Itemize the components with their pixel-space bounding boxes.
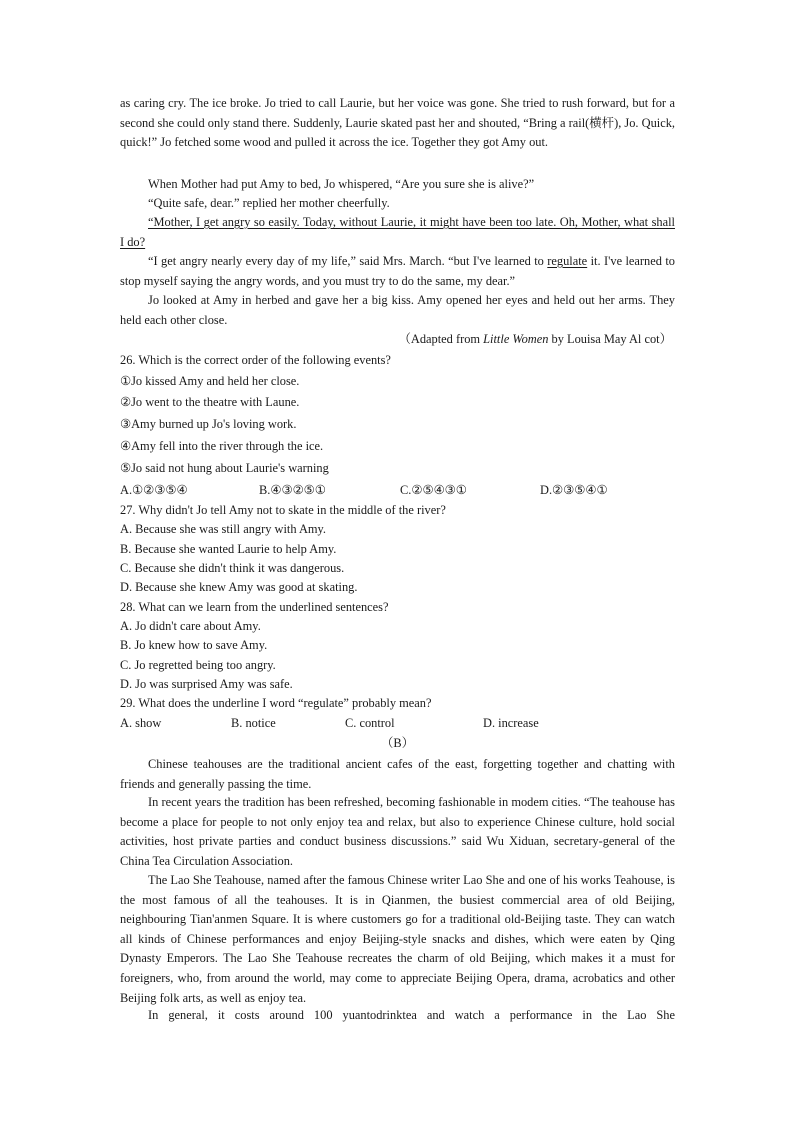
citation-prefix: （Adapted from	[398, 332, 484, 346]
citation-suffix: by Louisa May Al cot）	[548, 332, 672, 346]
question-26-event: ②Jo went to the theatre with Laune.	[120, 395, 300, 409]
question-26-event: ④Amy fell into the river through the ice.	[120, 439, 324, 453]
question-27-option-a: A. Because she was still angry with Amy.	[120, 522, 327, 536]
question-28-option-a: A. Jo didn't care about Amy.	[120, 619, 261, 633]
question-26-event: ③Amy burned up Jo's loving work.	[120, 417, 297, 431]
question-27-option-b: B. Because she wanted Laurie to help Amy.	[120, 542, 337, 556]
question-29-option-d: D. increase	[483, 716, 539, 730]
angry-text-after: it. I've learned to stop myself saying the angry words, and you must try to do the same, my dear.”	[120, 254, 676, 288]
question-28-option-c: C. Jo regretted being too angry.	[120, 658, 276, 672]
question-28-stem: 28. What can we learn from the underlined sentences?	[120, 600, 389, 614]
question-26-event: ①Jo kissed Amy and held her close.	[120, 374, 300, 388]
passage-a-paragraph-ice: as caring cry. The ice broke. Jo tried to call Laurie, but her voice was gone. She tried to rush forward, but for a second she could only stand there. Suddenly, Laurie skated past her and shouted, “Bring a rail(横杆), Jo. Quick, quick!” Jo fetched some wood and pulled it across the ice. Together they got Amy out.	[120, 96, 675, 150]
passage-b-paragraph-2: In recent years the tradition has been refreshed, becoming fashionable in modem cities. “The teahouse has become a place for people to not only enjoy tea and relax, but also to experience Chinese culture, hold social activities, host private parties and conduct business discussions.” said Wu Xiduan, secretary-general of the China Tea Circulation Association.	[120, 795, 675, 868]
passage-b-paragraph-3: The Lao She Teahouse, named after the famous Chinese writer Lao She and one of his works Teahouse, is the most famous of all the teahouses. It is in Qianmen, the busiest commercial area of old Beijing, neighbouring Tian'anmen Square. It is where customers go for a traditional old-Beijing taste. They can watch all kinds of Chinese performances and enjoy Beijing-style snacks and dishes, which were eaten by Qing Dynasty Emperors. The Lao She Teahouse recreates the charm of old Beijing, which makes it a must for foreigners, who, from around the world, may come to appreciate Beijing Opera, drama, acrobatics and other Beijing folk arts, as well as enjoy tea.	[120, 873, 675, 1005]
question-28-option-b: B. Jo knew how to save Amy.	[120, 638, 268, 652]
question-28-option-d: D. Jo was surprised Amy was safe.	[120, 677, 293, 691]
question-26-event: ⑤Jo said not hung about Laurie's warning	[120, 461, 329, 475]
passage-a-paragraph-safe: “Quite safe, dear.” replied her mother cheerfully.	[148, 196, 390, 210]
question-29-stem: 29. What does the underline I word “regulate” probably mean?	[120, 696, 432, 710]
question-26-option-d: D.②③⑤④①	[540, 483, 608, 497]
source-citation	[120, 330, 672, 349]
question-26-stem: 26. Which is the correct order of the following events?	[120, 353, 391, 367]
citation-book-title: Little Women	[483, 332, 549, 346]
question-29-option-b: B. notice	[231, 716, 276, 730]
underlined-word-regulate: regulate	[547, 254, 588, 268]
question-26-option-a: A.①②③⑤④	[120, 483, 188, 497]
underlined-sentences: “Mother, I get angry so easily. Today, without Laurie, it might have been too late. Oh, Mother, what shall I do?	[120, 215, 675, 249]
question-27-stem: 27. Why didn't Jo tell Amy not to skate in the middle of the river?	[120, 503, 446, 517]
question-26-option-b: B.④③②⑤①	[259, 483, 326, 497]
question-29-option-a: A. show	[120, 716, 162, 730]
passage-b-paragraph-4: In general, it costs around 100 yuantodrinktea and watch a performance in the Lao She	[148, 1008, 675, 1022]
passage-a-paragraph-bed: When Mother had put Amy to bed, Jo whispered, “Are you sure she is alive?”	[148, 177, 535, 191]
question-27-option-d: D. Because she knew Amy was good at skating.	[120, 580, 358, 594]
passage-a-paragraph-kiss: Jo looked at Amy in herbed and gave her a big kiss. Amy opened her eyes and held out her arms. They held each other close.	[120, 293, 675, 327]
passage-b-heading: （B）	[380, 736, 415, 750]
angry-text-before: “I get angry nearly every day of my life,” said Mrs. March. “but I've learned to	[148, 254, 548, 268]
question-27-option-c: C. Because she didn't think it was dangerous.	[120, 561, 345, 575]
passage-b-paragraph-1: Chinese teahouses are the traditional ancient cafes of the east, forgetting together and chatting with friends and generally passing the time.	[120, 757, 675, 791]
passage-a-paragraph-angry	[120, 252, 675, 291]
question-29-option-c: C. control	[345, 716, 395, 730]
question-26-option-c: C.②⑤④③①	[400, 483, 467, 497]
